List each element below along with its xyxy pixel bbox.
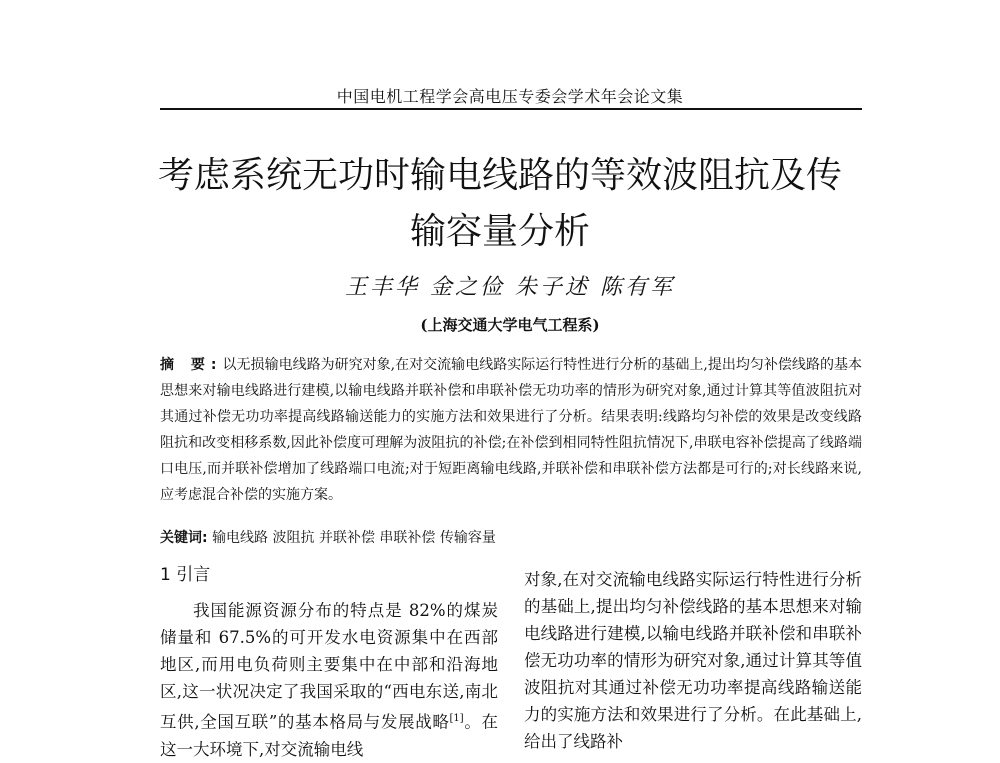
- header-rule: [160, 108, 862, 110]
- title-line-2: 输容量分析: [409, 211, 590, 252]
- authors: 王丰华 金之俭 朱子述 陈有军: [345, 275, 675, 300]
- section-heading-introduction: 1 引言: [160, 565, 211, 585]
- paper-title: [140, 148, 860, 260]
- left-column: [160, 562, 498, 763]
- abstract: [160, 352, 862, 508]
- title-line-1: 考虑系统无功时输电线路的等效波阻抗及传: [157, 155, 842, 196]
- intro-paragraph-text: 我国能源资源分布的特点是 82%的煤炭储量和 67.5%的可开发水电资源集中在西部地区,而用电负荷则主要集中在中部和沿海地区,这一状况决定了我国采取的“西电东送,南北互供,全国互联”的基本格局与发展战略: [160, 601, 498, 732]
- affiliation: (上海交通大学电气工程系): [420, 316, 600, 334]
- abstract-text: 以无损输电线路为研究对象,在对交流输电线路实际运行特性进行分析的基础上,提出均匀补偿线路的基本思想来对输电线路进行建模,以输电线路并联补偿和串联补偿无功功率的情形为研究对象,通过计算其等值波阻抗对其通过补偿无功功率提高线路输送能力的实施方法和效果进行了分析。结果表明:线路均匀补偿的效果是改变线路阻抗和改变相移系数,因此补偿度可理解为波阻抗的补偿;在补偿到相同特性阻抗情况下,串联电容补偿提高了线路端口电压,而并联补偿增加了线路端口电流;对于短距离输电线路,并联补偿和串联补偿方法都是可行的;对长线路来说,应考虑混合补偿的实施方案。: [160, 357, 862, 503]
- citation-1: [1]: [449, 713, 464, 724]
- keywords-label: 关键词:: [160, 530, 208, 546]
- abstract-label: 摘 要:: [160, 357, 223, 373]
- right-column: [524, 566, 862, 755]
- intro-paragraph: [160, 597, 498, 763]
- keywords: [160, 527, 862, 547]
- intro-paragraph-tail: 。在这一大环境下,对交流输电线: [160, 712, 499, 759]
- running-header: 中国电机工程学会高电压专委会学术年会论文集: [336, 87, 684, 106]
- keywords-text: 输电线路 波阻抗 并联补偿 串联补偿 传输容量: [212, 530, 496, 546]
- right-column-paragraph: 对象,在对交流输电线路实际运行特性进行分析的基础上,提出均匀补偿线路的基本思想来对输电线路进行建模,以输电线路并联补偿和串联补偿无功功率的情形为研究对象,通过计算其等值波阻抗对其通过补偿无功功率提高线路输送能力的实施方法和效果进行了分析。在此基础上,给出了线路补: [524, 570, 862, 751]
